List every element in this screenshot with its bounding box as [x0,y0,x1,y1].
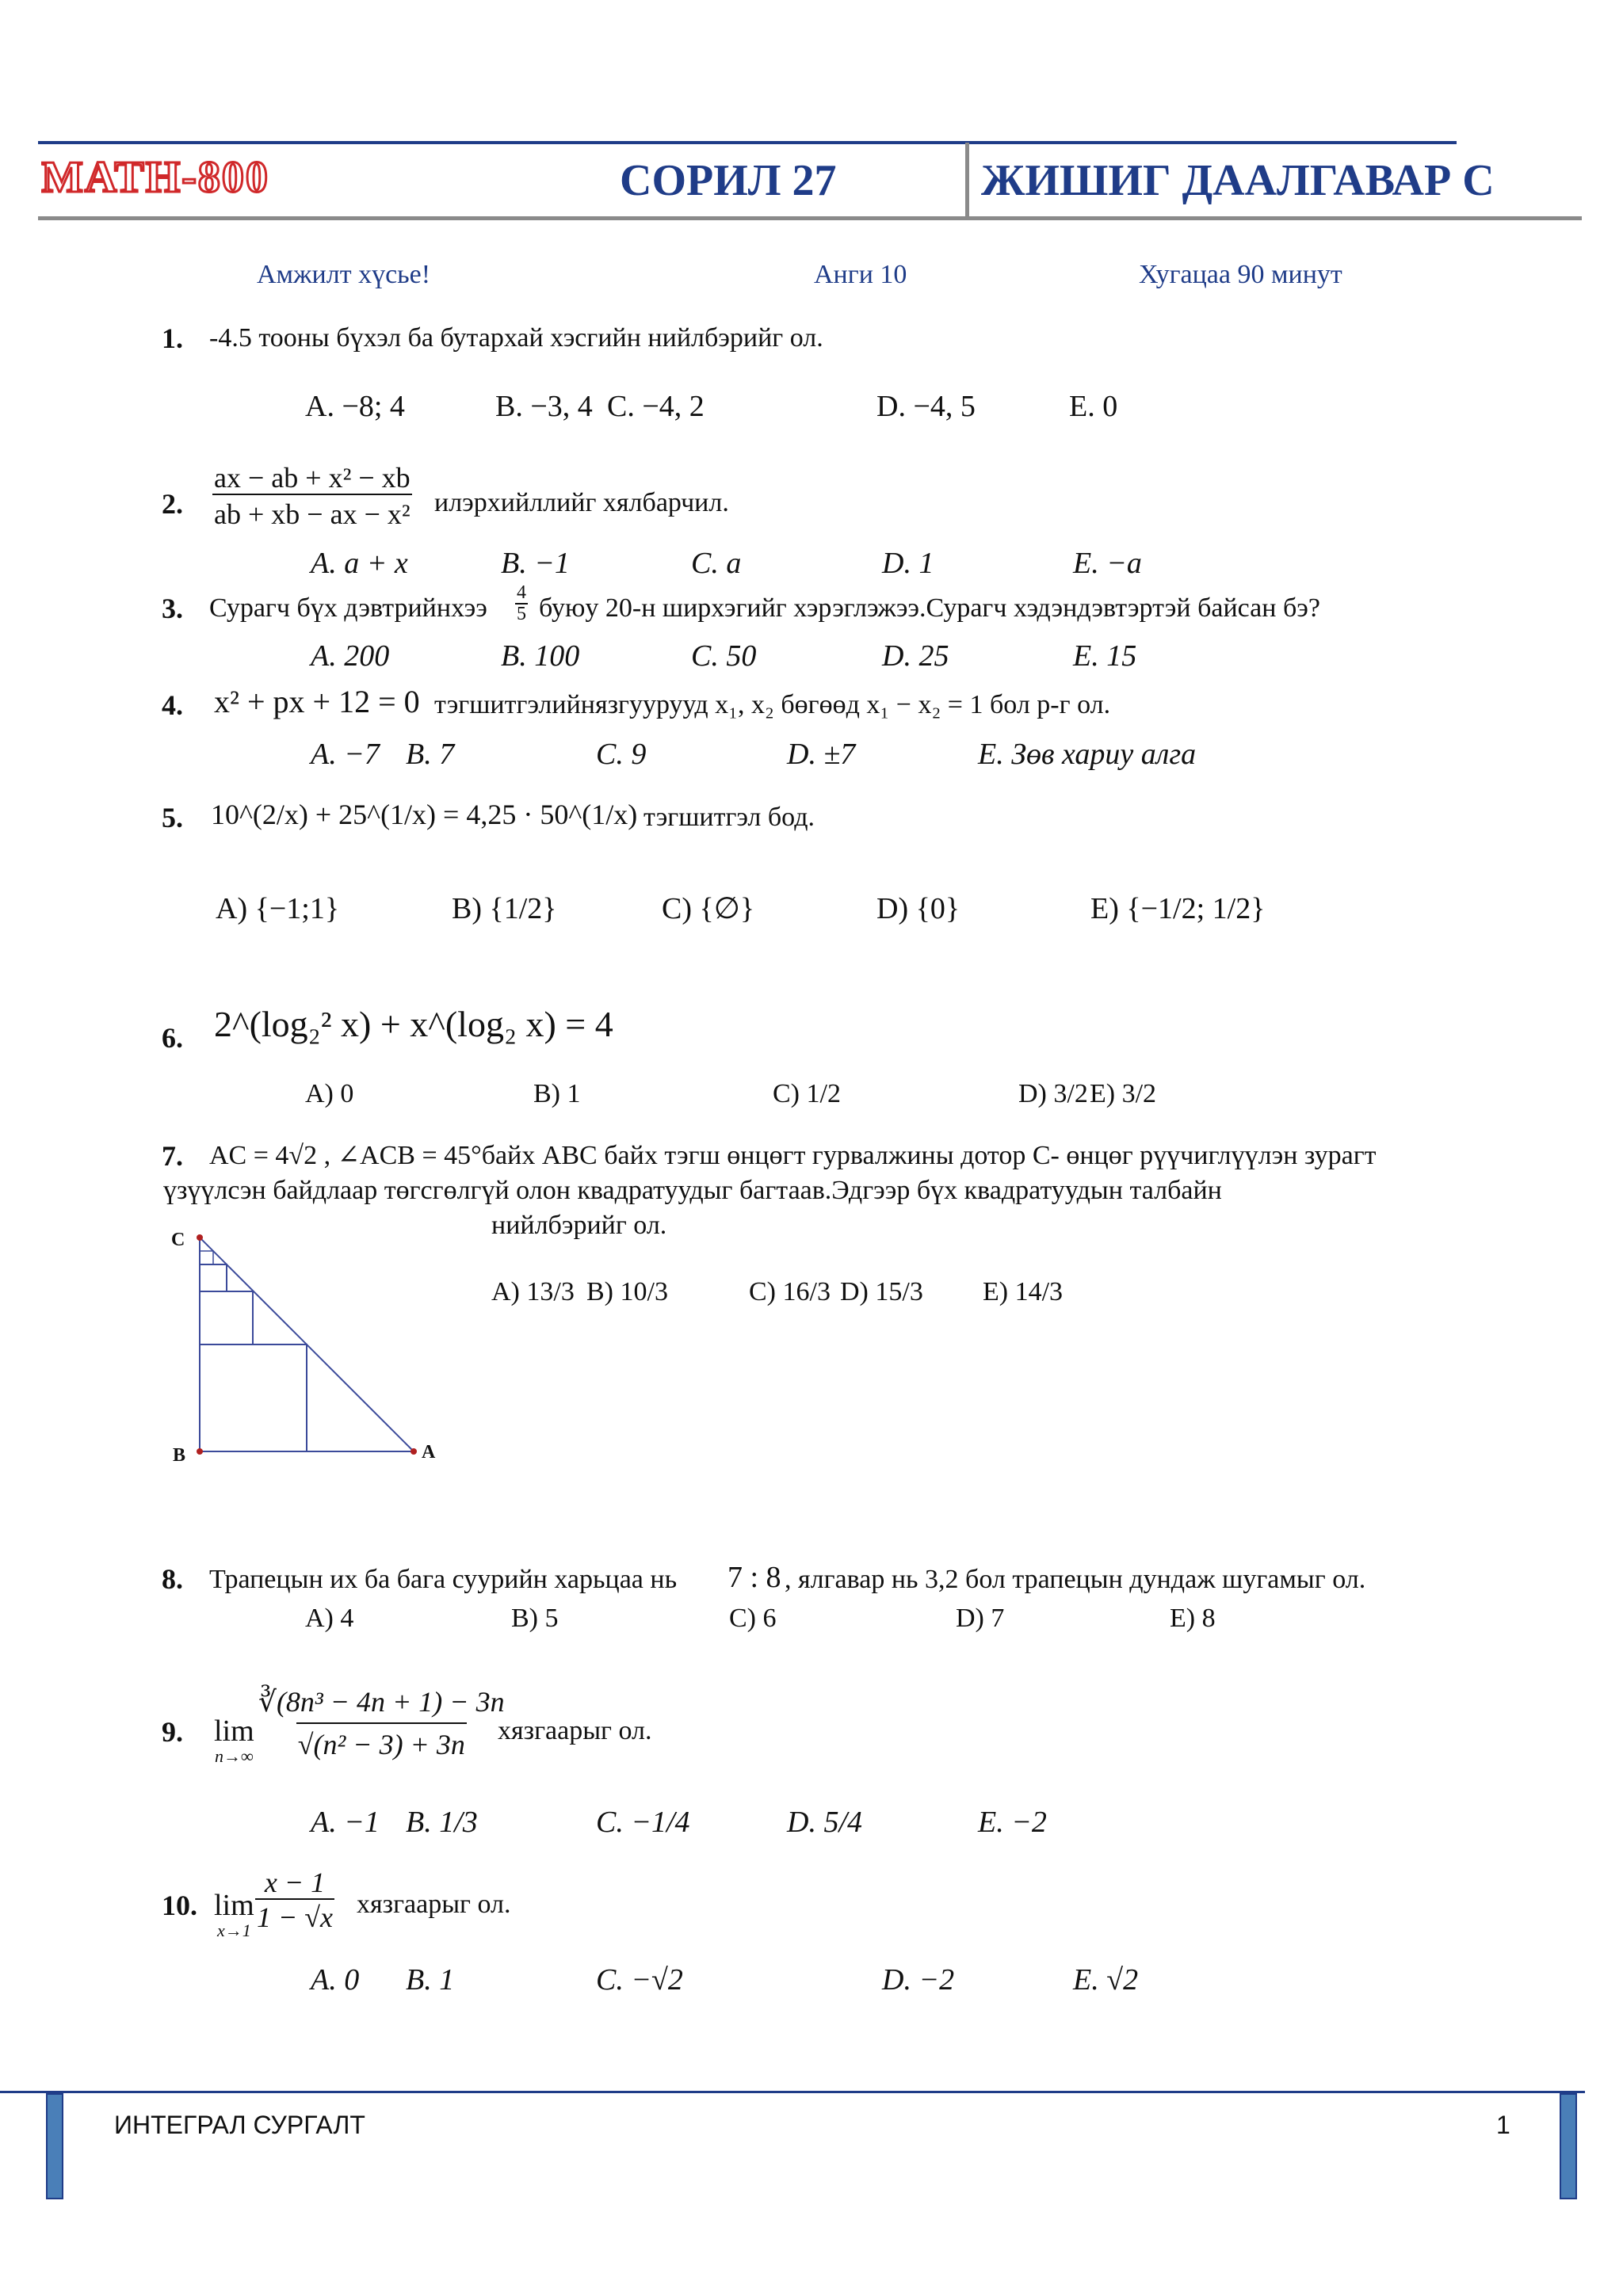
problem-10-fraction [255,1868,334,1933]
problem-7-option-c: C) 16/3 [749,1277,831,1306]
problem-4-option-c: C. 9 [596,738,647,771]
problem-6-option-a: A) 0 [305,1079,354,1108]
problem-9-option-d: D. 5/4 [787,1806,862,1839]
problem-10-option-e: E. √2 [1073,1963,1139,1997]
problem-3-fraction [515,583,528,624]
problem-2-option-c: C. a [691,547,742,580]
problem-6-option-e: E) 3/2 [1090,1079,1157,1108]
problem-6-option-d: D) 3/2 [1018,1079,1088,1108]
problem-7-option-d: D) 15/3 [840,1277,923,1306]
problem-9-lim-sub: n→∞ [215,1746,254,1766]
problem-3-frac-num: 4 [517,582,526,603]
problem-4-text: тэгшитгэлийнязгуурууд x₁, x₂ бөгөөд x₁ − x₂ = 1 бол p-г ол. [434,690,1111,719]
problem-8-option-a: A) 4 [305,1604,354,1633]
problem-4-option-e: E. Зөв хариу алга [978,738,1197,771]
problem-10-numerator: x − 1 [264,1867,326,1898]
problem-2-text: илэрхийллийг хялбарчил. [434,488,729,517]
problem-7-number: 7. [162,1140,183,1172]
problem-8-text-after: , ялгавар нь 3,2 бол трапецын дундаж шугамыг ол. [785,1565,1366,1594]
problem-5-option-d: D) {0} [876,892,960,925]
problem-1-number: 1. [162,322,183,354]
problem-4-equation: x² + px + 12 = 0 [214,684,420,719]
header-bottom-rule [38,216,1582,220]
page-subtitle: ЖИШИГ ДААЛГАВАР C [981,156,1495,205]
problem-5-option-c: C) {∅} [662,892,755,925]
problem-7-text-line3: нийлбэрийг ол. [491,1211,667,1240]
vertex-b-dot [197,1448,203,1455]
problem-3-option-b: B. 100 [501,639,580,673]
problem-3-text-before: Сурагч бүх дэвтрийнхээ [209,593,487,623]
problem-9-option-c: C. −1/4 [596,1806,690,1839]
problem-5-text: тэгшитгэл бод. [643,803,815,832]
problem-1-option-d: D. −4, 5 [876,390,976,423]
problem-3-option-c: C. 50 [691,639,757,673]
problem-1-option-b: B. −3, 4 [495,390,593,423]
problem-7-option-a: A) 13/3 [491,1277,575,1306]
footer-left-bar [46,2093,63,2199]
header-top-rule [38,141,1457,144]
problem-2-option-e: E. −a [1073,547,1142,580]
problem-10-lim-sub: x→1 [216,1920,251,1940]
problem-2-option-b: B. −1 [501,547,570,580]
problem-9-option-a: A. −1 [311,1806,380,1839]
problem-6-option-c: C) 1/2 [773,1079,841,1108]
problem-8-number: 8. [162,1563,183,1595]
vertex-c-label: C [171,1230,185,1250]
problem-9-number: 9. [162,1716,183,1748]
problem-2-number: 2. [162,488,183,520]
problem-7-figure [166,1212,452,1466]
problem-9-option-e: E. −2 [978,1806,1047,1839]
problem-10-denominator: 1 − √x [255,1898,334,1933]
problem-4-option-b: B. 7 [406,738,455,771]
problem-5-number: 5. [162,802,183,833]
problem-5-option-a: A) {−1;1} [216,892,340,925]
footer-right-bar [1560,2093,1577,2199]
problem-9-denominator: √(n² − 3) + 3n [296,1722,467,1760]
problem-2-option-d: D. 1 [882,547,934,580]
problem-10-lim [214,1890,254,1941]
footer-top-rule [0,2091,1585,2093]
problem-10-text: хязгаарыг ол. [357,1890,511,1919]
problem-9-fraction [257,1688,506,1760]
problem-9-lim [214,1716,254,1767]
logo-text: МАТН-800 [41,155,269,200]
problem-5-equation: 10^(2/x) + 25^(1/x) = 4,25 · 50^(1/x) [211,799,638,830]
page-number: 1 [1496,2111,1510,2139]
problem-7-text-line1: AC = 4√2 , ∠ACB = 45°байх ABC байх тэгш өнцөгт гурвалжины дотор C- өнцөг рүүчиглүүлэн зурагт [209,1141,1377,1170]
problem-4-number: 4. [162,689,183,721]
problem-7-text-line2: үзүүлсэн байдлаар төгсгөлгүй олон квадратуудыг багтаав.Эдгээр бүх квадратуудын талбайн [163,1176,1222,1205]
problem-1-option-c: C. −4, 2 [607,390,705,423]
problem-4-option-a: A. −7 [311,738,380,771]
problem-7-option-e: E) 14/3 [983,1277,1064,1306]
square-2 [200,1291,253,1344]
header-time: Хугацаа 90 минут [1139,260,1342,289]
square-4 [200,1251,213,1264]
problem-5-option-e: E) {−1/2; 1/2} [1090,892,1266,925]
header-divider [965,143,969,218]
problem-6-option-b: B) 1 [533,1079,581,1108]
problem-9-numerator: ∛(8n³ − 4n + 1) − 3n [258,1686,505,1718]
problem-2-numerator: ax − ab + x² − xb [214,462,411,494]
problem-1-text: -4.5 тооны бүхэл ба бутархай хэсгийн нийлбэрийг ол. [209,323,823,353]
problem-2-fraction [212,463,412,530]
header-wish: Амжилт хүсье! [257,260,431,289]
problem-3-text-after: буюу 20-н ширхэгийг хэрэглэжээ.Сурагч хэдэндэвтэртэй байсан бэ? [539,593,1320,623]
problem-8-option-e: E) 8 [1170,1604,1216,1633]
problem-1-option-e: E. 0 [1069,390,1118,423]
problem-3-option-e: E. 15 [1073,639,1137,673]
page-title: СОРИЛ 27 [620,156,837,205]
problem-10-option-d: D. −2 [882,1963,955,1997]
problem-2-option-a: A. a + x [311,547,408,580]
problem-6-equation: 2^(log₂² x) + x^(log₂ x) = 4 [214,1004,613,1044]
footer-text: ИНТЕГРАЛ СУРГАЛТ [114,2111,365,2139]
problem-5-option-b: B) {1/2} [452,892,557,925]
problem-3-frac-den: 5 [517,604,526,625]
problem-4-option-d: D. ±7 [787,738,856,771]
problem-3-option-d: D. 25 [882,639,949,673]
problem-3-number: 3. [162,593,183,624]
problem-6-number: 6. [162,1022,183,1054]
vertex-a-label: A [422,1442,436,1463]
logo-svg [41,155,358,200]
problem-1-option-a: A. −8; 4 [305,390,405,423]
problem-10-number: 10. [162,1890,197,1921]
vertex-c-dot [197,1234,203,1241]
square-3 [200,1264,227,1291]
problem-8-option-c: C) 6 [729,1604,777,1633]
square-1 [200,1344,307,1451]
problem-9-text: хязгаарыг ол. [498,1716,652,1745]
problem-2-denominator: ab + xb − ax − x² [212,494,412,530]
problem-10-lim-word: lim [214,1889,254,1922]
problem-8-ratio: 7 : 8 [727,1561,781,1594]
problem-8-option-d: D) 7 [956,1604,1005,1633]
problem-3-option-a: A. 200 [311,639,390,673]
problem-10-option-b: B. 1 [406,1963,455,1997]
problem-7-option-b: B) 10/3 [586,1277,668,1306]
vertex-a-dot [411,1448,417,1455]
problem-9-lim-word: lim [214,1714,254,1748]
vertex-b-label: B [173,1445,186,1466]
logo [41,155,358,204]
problem-10-option-a: A. 0 [311,1963,360,1997]
problem-8-text-before: Трапецын их ба бага суурийн харьцаа нь [209,1565,678,1594]
problem-9-option-b: B. 1/3 [406,1806,478,1839]
problem-8-option-b: B) 5 [511,1604,559,1633]
problem-10-option-c: C. −√2 [596,1963,683,1997]
header-grade: Анги 10 [814,260,907,289]
